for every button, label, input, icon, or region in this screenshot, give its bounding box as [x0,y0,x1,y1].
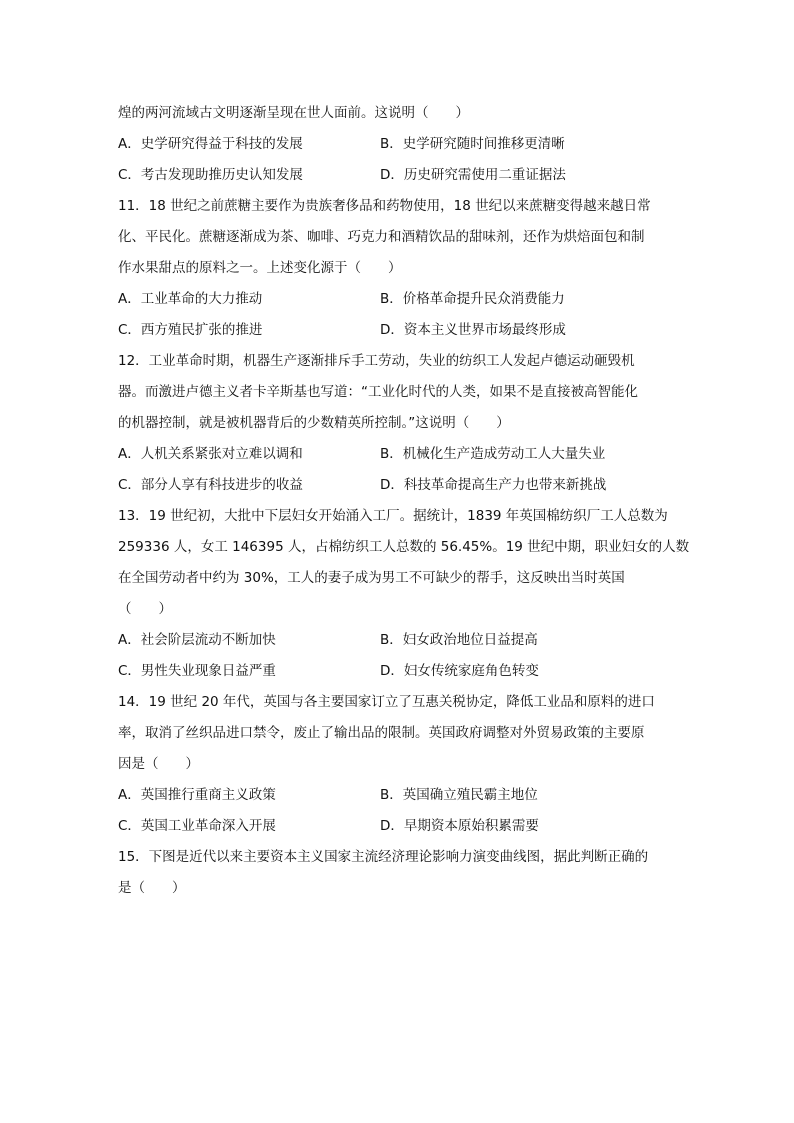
question-14-line: 因是（ ） [118,756,199,772]
option-d: D．早期资本原始积累需要 [380,818,539,834]
question-15-line: 15．下图是近代以来主要资本主义国家主流经济理论影响力演变曲线图，据此判断正确的 [118,849,649,865]
option-c: C．考古发现助推历史认知发展 [118,167,303,183]
question-11-line: 作水果甜点的原料之一。上述变化源于（ ） [118,260,402,276]
option-c: C．西方殖民扩张的推进 [118,322,263,338]
question-12-line: 的机器控制，就是被机器背后的少数精英所控制。”这说明（ ） [118,415,510,431]
option-a: A．工业革命的大力推动 [118,291,263,307]
question-11-line: 化、平民化。蔗糖逐渐成为茶、咖啡、巧克力和酒精饮品的甜味剂，还作为烘焙面包和制 [118,229,645,245]
option-b: B．史学研究随时间推移更清晰 [380,136,565,152]
question-13-line: 在全国劳动者中约为 30%，工人的妻子成为男工不可缺少的帮手，这反映出当时英国 [118,570,625,586]
question-12-line: 器。而激进卢德主义者卡辛斯基也写道：“工业化时代的人类，如果不是直接被高智能化 [118,384,638,400]
question-13-line: （ ） [118,601,172,617]
question-12-line: 12．工业革命时期，机器生产逐渐排斥手工劳动，失业的纺织工人发起卢德运动砸毁机 [118,353,635,369]
question-13-line: 259336 人，女工 146395 人，占棉纺织工人总数的 56.45%。19 世纪中期，职业妇女的人数 [118,539,690,555]
option-c: C．英国工业革命深入开展 [118,818,276,834]
question-15-line: 是（ ） [118,880,186,896]
option-c: C．部分人享有科技进步的收益 [118,477,303,493]
option-d: D．资本主义世界市场最终形成 [380,322,566,338]
question-14-line: 率，取消了丝织品进口禁令，废止了输出品的限制。英国政府调整对外贸易政策的主要原 [118,725,645,741]
question-14-line: 14．19 世纪 20 年代，英国与各主要国家订立了互惠关税协定，降低工业品和原料的进口 [118,694,655,710]
question-13-line: 13．19 世纪初，大批中下层妇女开始涌入工厂。据统计，1839 年英国棉纺织厂工人总数为 [118,508,668,524]
option-c: C．男性失业现象日益严重 [118,663,276,679]
option-b: B．英国确立殖民霸主地位 [380,787,538,803]
question-11-line: 11．18 世纪之前蔗糖主要作为贵族奢侈品和药物使用，18 世纪以来蔗糖变得越来越日常 [118,198,651,214]
option-a: A．社会阶层流动不断加快 [118,632,276,648]
option-a: A．史学研究得益于科技的发展 [118,136,303,152]
option-d: D．历史研究需使用二重证据法 [380,167,566,183]
option-d: D．科技革命提高生产力也带来新挑战 [380,477,607,493]
option-b: B．妇女政治地位日益提高 [380,632,538,648]
option-d: D．妇女传统家庭角色转变 [380,663,539,679]
option-a: A．人机关系紧张对立难以调和 [118,446,303,462]
option-b: B．价格革命提升民众消费能力 [380,291,565,307]
option-a: A．英国推行重商主义政策 [118,787,276,803]
option-b: B．机械化生产造成劳动工人大量失业 [380,446,606,462]
question-text-line: 煌的两河流域古文明逐渐呈现在世人面前。这说明（ ） [118,105,469,121]
